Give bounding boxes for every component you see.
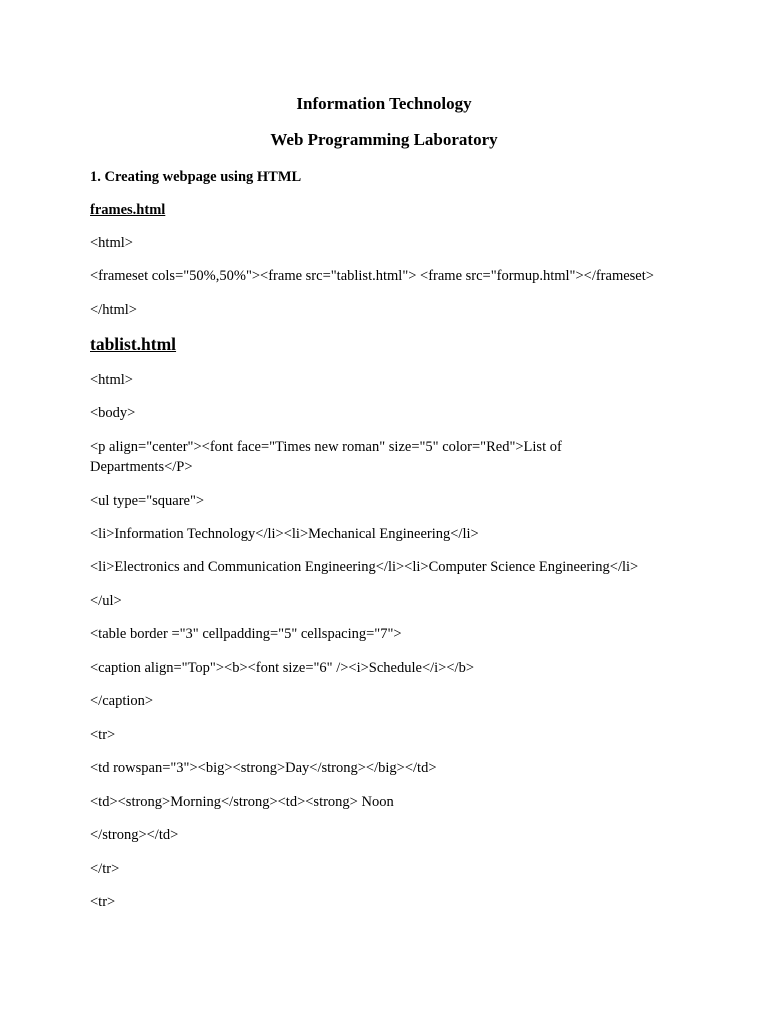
code-line: <li>Electronics and Communication Engineering</li><li>Computer Science Engineering</li> [90,559,639,575]
code-line: <body> [90,405,136,421]
code-line: <table border ="3" cellpadding="5" cellspacing="7"> [90,626,402,642]
code-line: </strong></td> [90,827,179,843]
code-line: <ul type="square"> [90,493,205,509]
code-line: <tr> [90,727,116,743]
section-heading: 1. Creating webpage using HTML [90,169,302,185]
code-line: <li>Information Technology</li><li>Mechanical Engineering</li> [90,526,479,542]
code-line: </caption> [90,693,154,709]
code-line: </html> [90,302,137,318]
code-line: <html> [90,235,133,251]
code-line: </ul> [90,593,122,609]
code-line: </tr> [90,861,120,877]
code-line: <caption align="Top"><b><font size="6" /><i>Schedule</i></b> [90,660,474,676]
code-line: <tr> [90,894,116,910]
code-line: <html> [90,372,133,388]
document-title: Information Technology [296,94,472,113]
frames-file-heading: frames.html [90,202,166,218]
tablist-file-heading: tablist.html [90,334,177,354]
code-line: <td><strong>Morning</strong><td><strong> Noon [90,794,394,810]
code-line: <td rowspan="3"><big><strong>Day</strong></big></td> [90,760,437,776]
code-line: <frameset cols="50%,50%"><frame src="tablist.html"> <frame src="formup.html"></frameset> [90,268,654,284]
code-line: <p align="center"><font face="Times new roman" size="5" color="Red">List of Departments</P> [90,439,562,475]
document-subtitle: Web Programming Laboratory [270,130,498,149]
